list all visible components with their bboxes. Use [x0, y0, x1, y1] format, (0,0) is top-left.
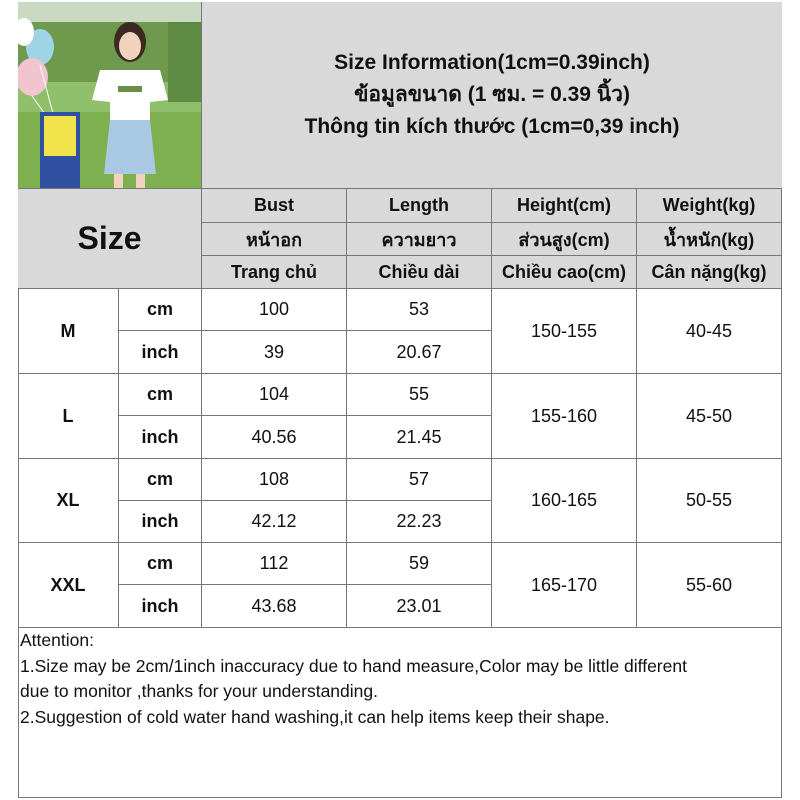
header-title-english: Size Information(1cm=0.39inch) — [334, 51, 650, 74]
bust-cm-value: 108 — [202, 459, 347, 501]
bust-cm-value: 112 — [202, 543, 347, 585]
unit-label-inch: inch — [119, 416, 202, 459]
length-cm-value: 57 — [347, 459, 492, 501]
size-label-xl: XL — [18, 459, 119, 543]
length-inch-value: 20.67 — [347, 331, 492, 374]
length-inch-value: 22.23 — [347, 501, 492, 543]
unit-label-inch: inch — [119, 501, 202, 543]
unit-label-cm: cm — [119, 374, 202, 416]
column-header-weight-en: Weight(kg) — [637, 189, 782, 223]
size-label-l: L — [18, 374, 119, 459]
weight-range-value: 40-45 — [637, 289, 782, 374]
column-header-weight-vi: Cân nặng(kg) — [637, 256, 782, 289]
attention-note-2: 2.Suggestion of cold water hand washing,it can help items keep their shape. — [20, 706, 610, 727]
unit-label-cm: cm — [119, 289, 202, 331]
column-header-length-en: Length — [347, 189, 492, 223]
product-photo — [18, 2, 202, 189]
header-title-vietnamese: Thông tin kích thước (1cm=0,39 inch) — [304, 115, 680, 138]
unit-label-cm: cm — [119, 543, 202, 585]
column-header-height-vi: Chiều cao(cm) — [492, 256, 637, 289]
bust-inch-value: 42.12 — [202, 501, 347, 543]
column-header-bust-vi: Trang chủ — [202, 256, 347, 289]
bust-cm-value: 100 — [202, 289, 347, 331]
height-range-value: 150-155 — [492, 289, 637, 374]
height-range-value: 155-160 — [492, 374, 637, 459]
column-header-weight-th: น้ำหนัก(kg) — [637, 223, 782, 256]
length-inch-value: 21.45 — [347, 416, 492, 459]
column-header-bust-th: หน้าอก — [202, 223, 347, 256]
weight-range-value: 45-50 — [637, 374, 782, 459]
header-title-thai: ข้อมูลขนาด (1 ซม. = 0.39 นิ้ว) — [354, 83, 630, 106]
length-cm-value: 53 — [347, 289, 492, 331]
column-header-height-en: Height(cm) — [492, 189, 637, 223]
size-information-header — [202, 2, 782, 189]
column-header-height-th: ส่วนสูง(cm) — [492, 223, 637, 256]
length-cm-value: 59 — [347, 543, 492, 585]
weight-range-value: 55-60 — [637, 543, 782, 628]
unit-label-inch: inch — [119, 331, 202, 374]
height-range-value: 160-165 — [492, 459, 637, 543]
size-label-xxl: XXL — [18, 543, 119, 628]
column-header-length-th: ความยาว — [347, 223, 492, 256]
bust-inch-value: 43.68 — [202, 585, 347, 628]
attention-title: Attention: — [20, 630, 94, 650]
bust-cm-value: 104 — [202, 374, 347, 416]
height-range-value: 165-170 — [492, 543, 637, 628]
length-inch-value: 23.01 — [347, 585, 492, 628]
size-column-header: Size — [18, 189, 202, 289]
column-header-length-vi: Chiều dài — [347, 256, 492, 289]
unit-label-cm: cm — [119, 459, 202, 501]
unit-label-inch: inch — [119, 585, 202, 628]
weight-range-value: 50-55 — [637, 459, 782, 543]
size-label-m: M — [18, 289, 119, 374]
bust-inch-value: 40.56 — [202, 416, 347, 459]
bust-inch-value: 39 — [202, 331, 347, 374]
attention-note-1: 1.Size may be 2cm/1inch inaccuracy due to hand measure,Color may be little different — [20, 655, 687, 676]
attention-notes — [20, 628, 780, 730]
length-cm-value: 55 — [347, 374, 492, 416]
column-header-bust-en: Bust — [202, 189, 347, 223]
attention-note-1-continued: due to monitor ,thanks for your understanding. — [20, 681, 378, 701]
